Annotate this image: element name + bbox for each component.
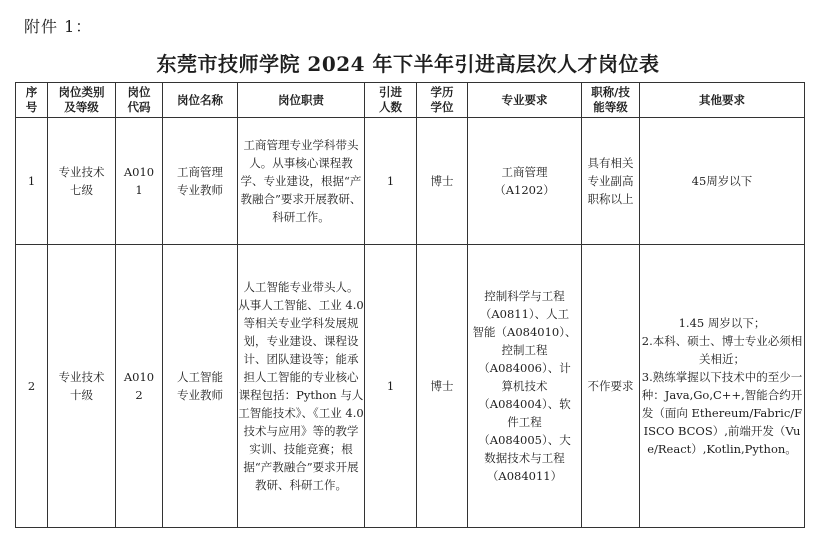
cell-duties: 工商管理专业学科带头人。从事核心课程教学、专业建设，根据“产教融合”要求开展教研、科研工作。 (238, 118, 365, 245)
cell-education: 博士 (417, 118, 468, 245)
cell-count: 1 (365, 245, 417, 528)
cell-code: A010 2 (116, 245, 163, 528)
cell-major: 控制科学与工程 （A0811）、人工 智能（A084010）、 控制工程 （A084006）、计 算机技术 （A084004）、软 件工程 （A084005）、大 数据技术与工程 （A084011） (468, 245, 582, 528)
cell-seq: 1 (16, 118, 48, 245)
cell-category: 专业技术 七级 (48, 118, 116, 245)
table-row (16, 245, 805, 528)
cell-duties: 人工智能专业带头人。从事人工智能、工业 4.0 等相关专业学科发展规划，专业建设、课程设计、团队建设等；能承担人工智能的专业核心课程包括：Python 与人工智能技术》、《工业 4.0 技术与应用》等的教学实训、技能竞赛；根据“产教融合”要求开展教研、科研工作。 (238, 245, 365, 528)
header-name: 岗位名称 (163, 83, 238, 118)
cell-title-req: 具有相关 专业副高 职称以上 (582, 118, 640, 245)
cell-other: 45周岁以下 (640, 118, 805, 245)
header-duties: 岗位职责 (238, 83, 365, 118)
cell-count: 1 (365, 118, 417, 245)
header-seq: 序 号 (16, 83, 48, 118)
cell-name: 工商管理 专业教师 (163, 118, 238, 245)
header-education: 学历 学位 (417, 83, 468, 118)
header-category: 岗位类别 及等级 (48, 83, 116, 118)
cell-education: 博士 (417, 245, 468, 528)
cell-category: 专业技术 十级 (48, 245, 116, 528)
header-title-req: 职称/技 能等级 (582, 83, 640, 118)
attachment-label: 附件 1： (24, 17, 93, 36)
table-row (16, 118, 805, 245)
table-header-row (16, 83, 805, 118)
cell-major: 工商管理 （A1202） (468, 118, 582, 245)
header-code: 岗位 代码 (116, 83, 163, 118)
positions-table (15, 82, 805, 528)
header-major: 专业要求 (468, 83, 582, 118)
cell-other: 1.45 周岁以下； 2.本科、硕士、博士专业必须相关相近； 3.熟练掌握以下技术中的至少一种：Java,Go,C++,智能合约开发（面向 Ethereum/Fabric/FISCO BCOS）,前端开发（Vue/React）,Kotlin,Python。 (640, 245, 805, 528)
cell-seq: 2 (16, 245, 48, 528)
header-other: 其他要求 (640, 83, 805, 118)
cell-name: 人工智能 专业教师 (163, 245, 238, 528)
page-title: 东莞市技师学院 2024 年下半年引进高层次人才岗位表 (156, 52, 660, 76)
header-count: 引进 人数 (365, 83, 417, 118)
cell-title-req: 不作要求 (582, 245, 640, 528)
cell-code: A010 1 (116, 118, 163, 245)
